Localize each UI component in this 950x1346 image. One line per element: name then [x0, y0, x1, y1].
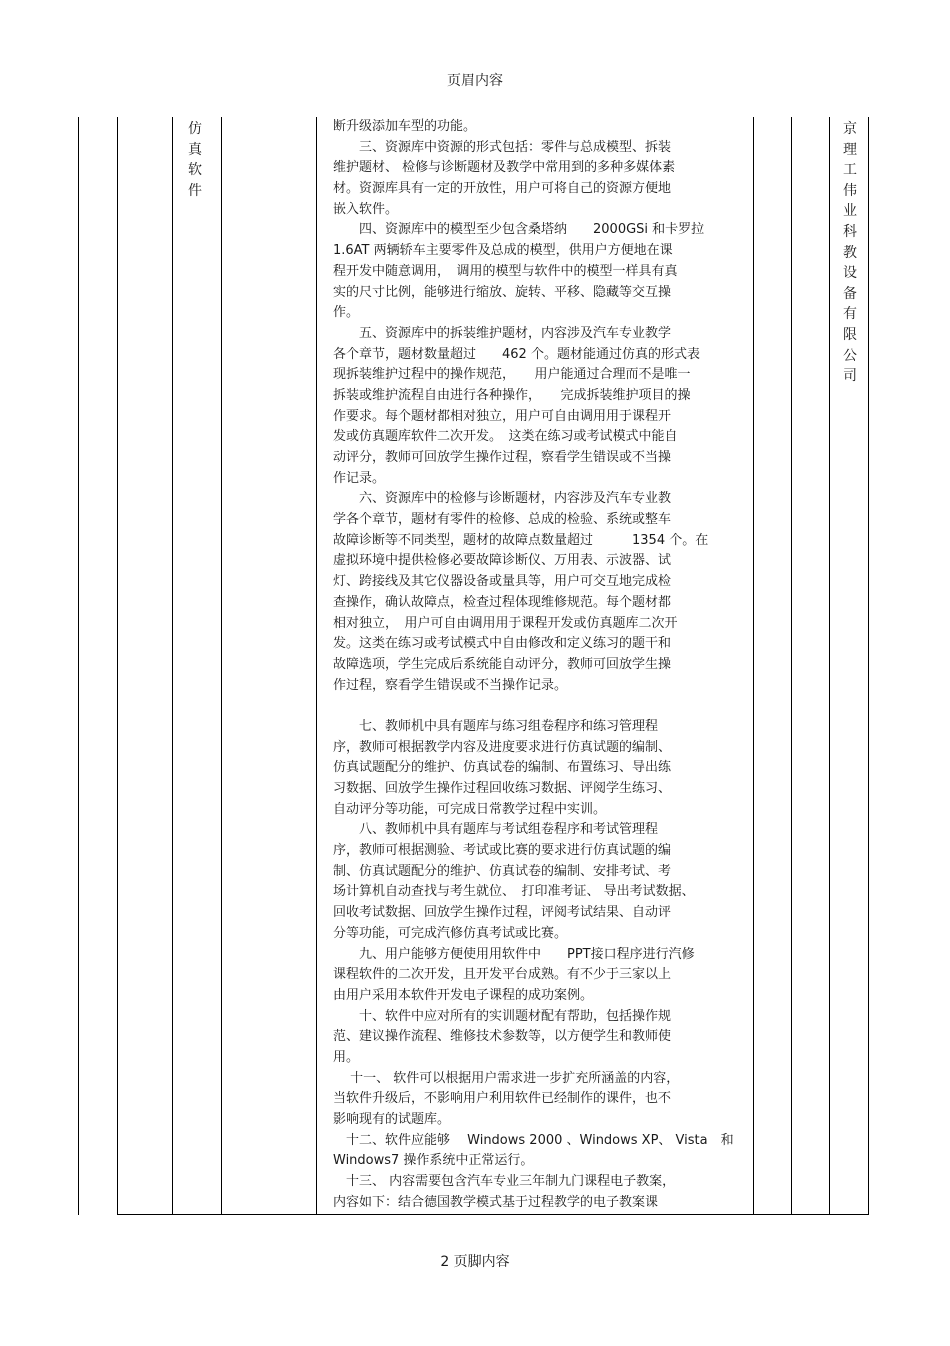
- table-bottom-border: [117, 1214, 869, 1215]
- text-line: 十三、 内容需要包含汽车专业三年制九门课程电子教案，: [333, 1174, 676, 1190]
- text-line: 十二、软件应能够 Windows 2000 、Windows XP、 Vista 和: [333, 1132, 734, 1148]
- text-line: 十、软件中应对所有的实训题材配有帮助，包括操作规: [333, 1008, 672, 1024]
- text-line: 作过程，察看学生错误或不当操作记录。: [333, 677, 568, 693]
- text-line: 材。资源库具有一定的开放性，用户可将自己的资源方便地: [333, 181, 672, 197]
- text-line: 故障选项，学生完成后系统能自动评分，教师可回放学生操: [333, 656, 672, 672]
- supplier-char: 京: [843, 121, 857, 137]
- requirements-text-cell: [333, 117, 745, 1213]
- text-line: 实的尺寸比例，能够进行缩放、旋转、平移、隐藏等交互操: [333, 284, 672, 300]
- supplier-char: 科: [843, 223, 857, 240]
- text-line: 当软件升级后，不影响用户利用软件已经制作的课件，也不: [333, 1091, 672, 1107]
- category-char: 件: [188, 182, 202, 199]
- page-header: 页眉内容: [447, 73, 503, 89]
- supplier-char: 限: [843, 326, 857, 343]
- text-line: 作记录。: [333, 470, 386, 486]
- supplier-char: 伟: [843, 182, 857, 199]
- text-line: 序，教师可根据测验、考试或比赛的要求进行仿真试题的编: [333, 843, 672, 859]
- category-char: 真: [188, 141, 202, 158]
- supplier-char: 有: [843, 306, 857, 323]
- text-line: 现拆装维护过程中的操作规范， 用户能通过合理而不是唯一: [333, 367, 691, 383]
- supplier-char: 设: [843, 265, 857, 282]
- page-footer: 2 页脚内容: [440, 1254, 510, 1270]
- text-line: 序，教师可根据教学内容及进度要求进行仿真试题的编制、: [333, 739, 672, 755]
- text-line: 五、资源库中的拆装维护题材，内容涉及汽车专业教学: [333, 325, 672, 341]
- table-divider-3: [221, 117, 222, 1215]
- text-line: 维护题材、 检修与诊断题材及教学中常用到的多种多媒体素: [333, 160, 676, 176]
- supplier-char: 司: [843, 368, 857, 385]
- category-cell: [185, 119, 205, 201]
- text-line: [333, 696, 745, 717]
- text-line: 故障诊断等不同类型，题材的故障点数量超过 1354 个。在: [333, 532, 709, 548]
- supplier-char: 业: [843, 203, 857, 220]
- text-line: 场计算机自动查找与考生就位、 打印准考证、 导出考试数据、: [333, 884, 695, 900]
- text-line: 影响现有的试题库。: [333, 1112, 451, 1127]
- supplier-char: 工: [843, 162, 857, 179]
- text-line: 灯、跨接线及其它仪器设备或量具等，用户可交互地完成检: [333, 574, 672, 590]
- category-char: 仿: [188, 121, 202, 137]
- text-line: 八、教师机中具有题库与考试组卷程序和考试管理程: [333, 822, 659, 838]
- text-line: 回收考试数据、回放学生操作过程，评阅考试结果、自动评: [333, 905, 672, 921]
- text-line: 查操作，确认故障点，检查过程体现维修规范。每个题材都: [333, 594, 672, 610]
- text-line: 自动评分等功能，可完成日常教学过程中实训。: [333, 801, 607, 817]
- text-line: 动评分，教师可回放学生操作过程，察看学生错误或不当操: [333, 450, 672, 465]
- text-line: 学各个章节，题材有零件的检修、总成的检验、系统或整车: [333, 512, 672, 528]
- table-divider-7: [829, 117, 830, 1215]
- text-line: 制、仿真试题配分的维护、仿真试卷的编制、安排考试、考: [333, 863, 672, 879]
- text-line: 发。这类在练习或考试模式中自由修改和定义练习的题干和: [333, 636, 672, 652]
- text-line: 用。: [333, 1049, 360, 1065]
- supplier-char: 备: [843, 285, 857, 302]
- text-line: 发或仿真题库软件二次开发。 这类在练习或考试模式中能自: [333, 429, 678, 445]
- text-line: 1.6AT 两辆轿车主要零件及总成的模型，供用户方便地在课: [333, 243, 673, 259]
- supplier-cell: [840, 119, 860, 387]
- text-line: 程开发中随意调用， 调用的模型与软件中的模型一样具有真: [333, 263, 678, 279]
- table-divider-4: [316, 117, 317, 1215]
- table-divider-2: [172, 117, 173, 1215]
- supplier-char: 教: [843, 244, 857, 261]
- text-line: 嵌入软件。: [333, 201, 399, 217]
- table-divider-1: [117, 117, 118, 1215]
- text-line: Windows7 操作系统中正常运行。: [333, 1153, 534, 1169]
- text-line: 四、资源库中的模型至少包含桑塔纳 2000GSi 和卡罗拉: [333, 222, 705, 238]
- text-line: 七、教师机中具有题库与练习组卷程序和练习管理程: [333, 718, 659, 734]
- text-line: 课程软件的二次开发，且开发平台成熟。有不少于三家以上: [333, 967, 672, 983]
- supplier-char: 公: [843, 347, 857, 364]
- text-line: 习数据、回放学生操作过程回收练习数据、评阅学生练习、: [333, 781, 672, 796]
- text-line: 各个章节，题材数量超过 462 个。题材能通过仿真的形式表: [333, 346, 700, 362]
- text-line: 拆装或维护流程自由进行各种操作， 完成拆装维护项目的操: [333, 387, 691, 403]
- text-line: 三、资源库中资源的形式包括：零件与总成模型、拆装: [333, 139, 672, 155]
- text-line: 六、资源库中的检修与诊断题材，内容涉及汽车专业教: [333, 491, 672, 507]
- category-char: 软: [188, 162, 202, 179]
- supplier-char: 理: [843, 141, 857, 158]
- text-line: 分等功能，可完成汽修仿真考试或比赛。: [333, 925, 568, 941]
- table-divider-5: [753, 117, 754, 1215]
- table-border-right: [868, 117, 869, 1215]
- text-line: 作要求。每个题材都相对独立，用户可自由调用用于课程开: [333, 408, 672, 424]
- text-line: 作。: [333, 305, 360, 321]
- table-border-left: [78, 117, 79, 1215]
- text-line: 虚拟环境中提供检修必要故障诊断仪、万用表、示波器、试: [333, 553, 672, 569]
- text-line: 相对独立， 用户可自由调用用于课程开发或仿真题库二次开: [333, 615, 678, 631]
- text-line: 范、建议操作流程、维修技术参数等，以方便学生和教师使: [333, 1029, 672, 1045]
- table-divider-6: [791, 117, 792, 1215]
- text-line: 断升级添加车型的功能。: [333, 119, 477, 134]
- text-line: 仿真试题配分的维护、仿真试卷的编制、布置练习、导出练: [333, 760, 672, 776]
- text-line: 内容如下：结合德国教学模式基于过程教学的电子教案课: [333, 1194, 659, 1210]
- text-line: 由用户采用本软件开发电子课程的成功案例。: [333, 987, 594, 1003]
- text-line: 十一、 软件可以根据用户需求进一步扩充所涵盖的内容，: [333, 1070, 680, 1086]
- text-line: 九、用户能够方便使用用软件中 PPT接口程序进行汽修: [333, 946, 695, 962]
